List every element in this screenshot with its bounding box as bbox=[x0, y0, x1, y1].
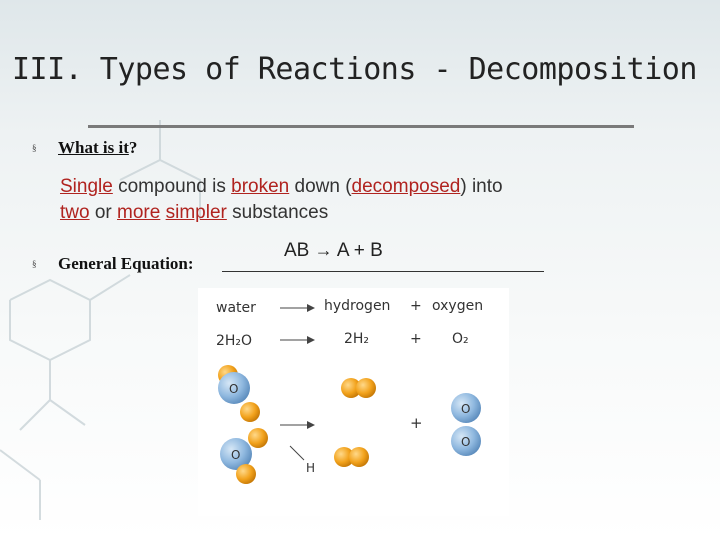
question-part1: What is bbox=[58, 138, 119, 157]
answer-blank-line bbox=[222, 271, 544, 272]
bullet-icon: § bbox=[32, 143, 37, 153]
def-single: Single bbox=[60, 176, 113, 197]
question-part3: ? bbox=[128, 138, 138, 157]
hydrogen-atom bbox=[236, 464, 256, 484]
question-heading bbox=[58, 138, 137, 158]
hydrogen-atom bbox=[240, 402, 260, 422]
def-text-4: or bbox=[89, 202, 118, 223]
def-simpler: simpler bbox=[165, 202, 227, 223]
question-part2: it bbox=[118, 138, 129, 157]
definition-text bbox=[60, 174, 660, 226]
def-text-1: compound is bbox=[112, 176, 232, 197]
label-hydrogen: hydrogen bbox=[324, 298, 391, 314]
def-text-2: down ( bbox=[289, 176, 352, 197]
def-more: more bbox=[117, 202, 161, 223]
def-text-5: substances bbox=[226, 202, 329, 223]
label-water: water bbox=[216, 300, 256, 316]
atom-label-h: H bbox=[306, 461, 316, 475]
atom-label-o: O bbox=[231, 448, 241, 462]
label-oxygen: oxygen bbox=[432, 298, 484, 314]
atom-label-o: O bbox=[461, 435, 471, 449]
hydrogen-atom bbox=[356, 378, 376, 398]
page-title: III. Types of Reactions - Decomposition bbox=[12, 52, 697, 87]
formula-2h2: 2H₂ bbox=[344, 331, 370, 347]
label-pointer bbox=[290, 446, 304, 460]
def-text-3: ) into bbox=[460, 176, 503, 197]
atom-label-o: O bbox=[229, 382, 239, 396]
plus-sign: + bbox=[410, 331, 422, 347]
atom-label-o: O bbox=[461, 402, 471, 416]
decomposition-figure bbox=[198, 288, 509, 516]
general-equation bbox=[284, 240, 383, 262]
def-decomposed: decomposed bbox=[351, 176, 461, 197]
plus-sign: + bbox=[410, 414, 423, 432]
right-arrow-icon: → bbox=[314, 240, 333, 260]
plus-sign: + bbox=[410, 298, 422, 314]
hydrogen-atom bbox=[248, 428, 268, 448]
bullet-icon: § bbox=[32, 259, 37, 269]
def-two: two bbox=[60, 202, 90, 223]
title-divider bbox=[88, 125, 634, 128]
formula-2h2o: 2H₂O bbox=[216, 333, 253, 349]
general-equation-label: General Equation: bbox=[58, 254, 194, 273]
formula-o2: O₂ bbox=[452, 331, 469, 347]
equation-left: AB bbox=[284, 240, 310, 261]
water-decomposition-diagram bbox=[198, 288, 509, 516]
hydrogen-atom bbox=[349, 447, 369, 467]
equation-right: A + B bbox=[336, 240, 383, 261]
def-broken: broken bbox=[231, 176, 290, 197]
